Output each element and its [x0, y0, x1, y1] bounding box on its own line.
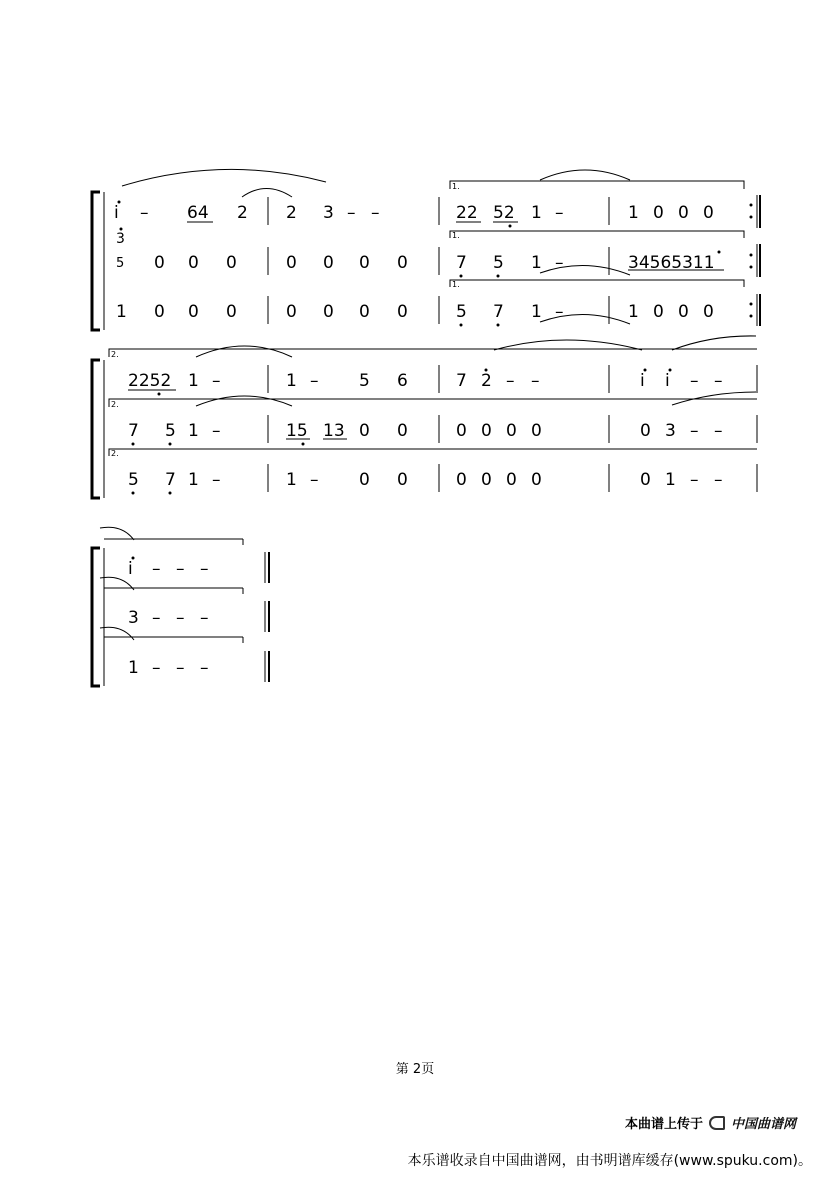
note: 22: [456, 203, 478, 223]
note: –: [200, 559, 209, 579]
note: 0: [397, 302, 408, 322]
note: 0: [506, 470, 517, 490]
note: 0: [359, 421, 370, 441]
note: –: [690, 421, 699, 441]
note: 0: [154, 302, 165, 322]
note: 5: [128, 470, 139, 490]
note: 0: [456, 421, 467, 441]
note: 0: [188, 302, 199, 322]
note: 0: [653, 203, 664, 223]
note: i: [665, 371, 670, 391]
note: 5: [116, 256, 125, 271]
note: –: [152, 559, 161, 579]
note: –: [176, 559, 185, 579]
note: 1: [531, 302, 542, 322]
note: 7: [165, 470, 176, 490]
note: –: [531, 371, 540, 391]
note: –: [212, 371, 221, 391]
note: –: [200, 658, 209, 678]
note: 0: [531, 421, 542, 441]
note: 1: [665, 470, 676, 490]
note: 5: [165, 421, 176, 441]
note: 5: [456, 302, 467, 322]
brand-name[interactable]: 中国曲谱网: [730, 1117, 796, 1132]
note: 0: [397, 470, 408, 490]
note: 1: [531, 253, 542, 273]
note: 5: [493, 253, 504, 273]
note: 2: [286, 203, 297, 223]
note: –: [152, 608, 161, 628]
note: 0: [397, 421, 408, 441]
note: 15: [286, 421, 308, 441]
note: 1: [128, 658, 139, 678]
note: –: [690, 470, 699, 490]
note: –: [212, 470, 221, 490]
note: 0: [640, 470, 651, 490]
note: 0: [226, 302, 237, 322]
note: 1: [188, 371, 199, 391]
note: 0: [286, 302, 297, 322]
volta-label: 1.: [452, 231, 460, 240]
note: 1: [531, 203, 542, 223]
note: 0: [481, 470, 492, 490]
upload-label: 本曲谱上传于: [624, 1117, 703, 1132]
note: i: [128, 559, 133, 579]
note: 0: [188, 253, 199, 273]
note: 0: [703, 203, 714, 223]
note: 7: [493, 302, 504, 322]
note: 0: [653, 302, 664, 322]
note: 0: [286, 253, 297, 273]
note: 0: [703, 302, 714, 322]
note: –: [310, 371, 319, 391]
note: 7: [456, 253, 467, 273]
note: 3: [128, 608, 139, 628]
volta-label: 2.: [111, 350, 119, 359]
note: 1: [286, 371, 297, 391]
note: 6: [397, 371, 408, 391]
note: –: [714, 371, 723, 391]
site-logo-icon: [709, 1116, 725, 1130]
note: 7: [456, 371, 467, 391]
note: 13: [323, 421, 345, 441]
note: 0: [323, 302, 334, 322]
note: 1: [188, 421, 199, 441]
note: 0: [678, 302, 689, 322]
note: –: [310, 470, 319, 490]
system-1-notes: [114, 182, 753, 327]
volta-label: 2.: [111, 449, 119, 458]
upload-credit: [625, 1113, 796, 1132]
note: –: [714, 421, 723, 441]
note: –: [200, 608, 209, 628]
volta-label: 2.: [111, 400, 119, 409]
note: 2: [237, 203, 248, 223]
note: 0: [154, 253, 165, 273]
system-3-notes: [128, 557, 209, 679]
note: 0: [456, 470, 467, 490]
note: 0: [226, 253, 237, 273]
note: –: [371, 203, 380, 223]
page-number: 第 2页: [395, 1062, 435, 1077]
volta-label: 1.: [452, 280, 460, 289]
note: 1: [628, 302, 639, 322]
note: 1: [116, 302, 127, 322]
note: 0: [359, 253, 370, 273]
note: 3: [323, 203, 334, 223]
system-bracket: [92, 360, 100, 498]
note: 0: [481, 421, 492, 441]
note: 0: [397, 253, 408, 273]
note: –: [347, 203, 356, 223]
note: 64: [187, 203, 209, 223]
note: i: [114, 203, 119, 223]
chord-note: 3: [116, 231, 125, 247]
system-2-notes: [111, 350, 723, 495]
note: –: [176, 658, 185, 678]
note: –: [506, 371, 515, 391]
note: 0: [359, 470, 370, 490]
system-bracket: [92, 548, 100, 686]
note: –: [140, 203, 149, 223]
note: 1: [188, 470, 199, 490]
note: –: [152, 658, 161, 678]
footer-source: 本乐谱收录自中国曲谱网，由书明谱库缓存(www.spuku.com)。: [407, 1153, 812, 1169]
note: –: [176, 608, 185, 628]
note: 1: [628, 203, 639, 223]
note: –: [555, 302, 564, 322]
note: 0: [359, 302, 370, 322]
note: –: [212, 421, 221, 441]
note: –: [690, 371, 699, 391]
note: 0: [506, 421, 517, 441]
system-bracket: [92, 192, 100, 330]
note: 52: [493, 203, 515, 223]
note: –: [714, 470, 723, 490]
note: –: [555, 203, 564, 223]
note: 7: [128, 421, 139, 441]
volta-label: 1.: [452, 182, 460, 191]
note-group: 2252: [128, 371, 172, 391]
note: 3: [665, 421, 676, 441]
note: 0: [678, 203, 689, 223]
note: 0: [640, 421, 651, 441]
note: 2: [481, 371, 492, 391]
note-group: 34565311: [628, 253, 715, 273]
note: i: [640, 371, 645, 391]
note: 0: [531, 470, 542, 490]
note: –: [555, 253, 564, 273]
note: 5: [359, 371, 370, 391]
note: 1: [286, 470, 297, 490]
note: 0: [323, 253, 334, 273]
